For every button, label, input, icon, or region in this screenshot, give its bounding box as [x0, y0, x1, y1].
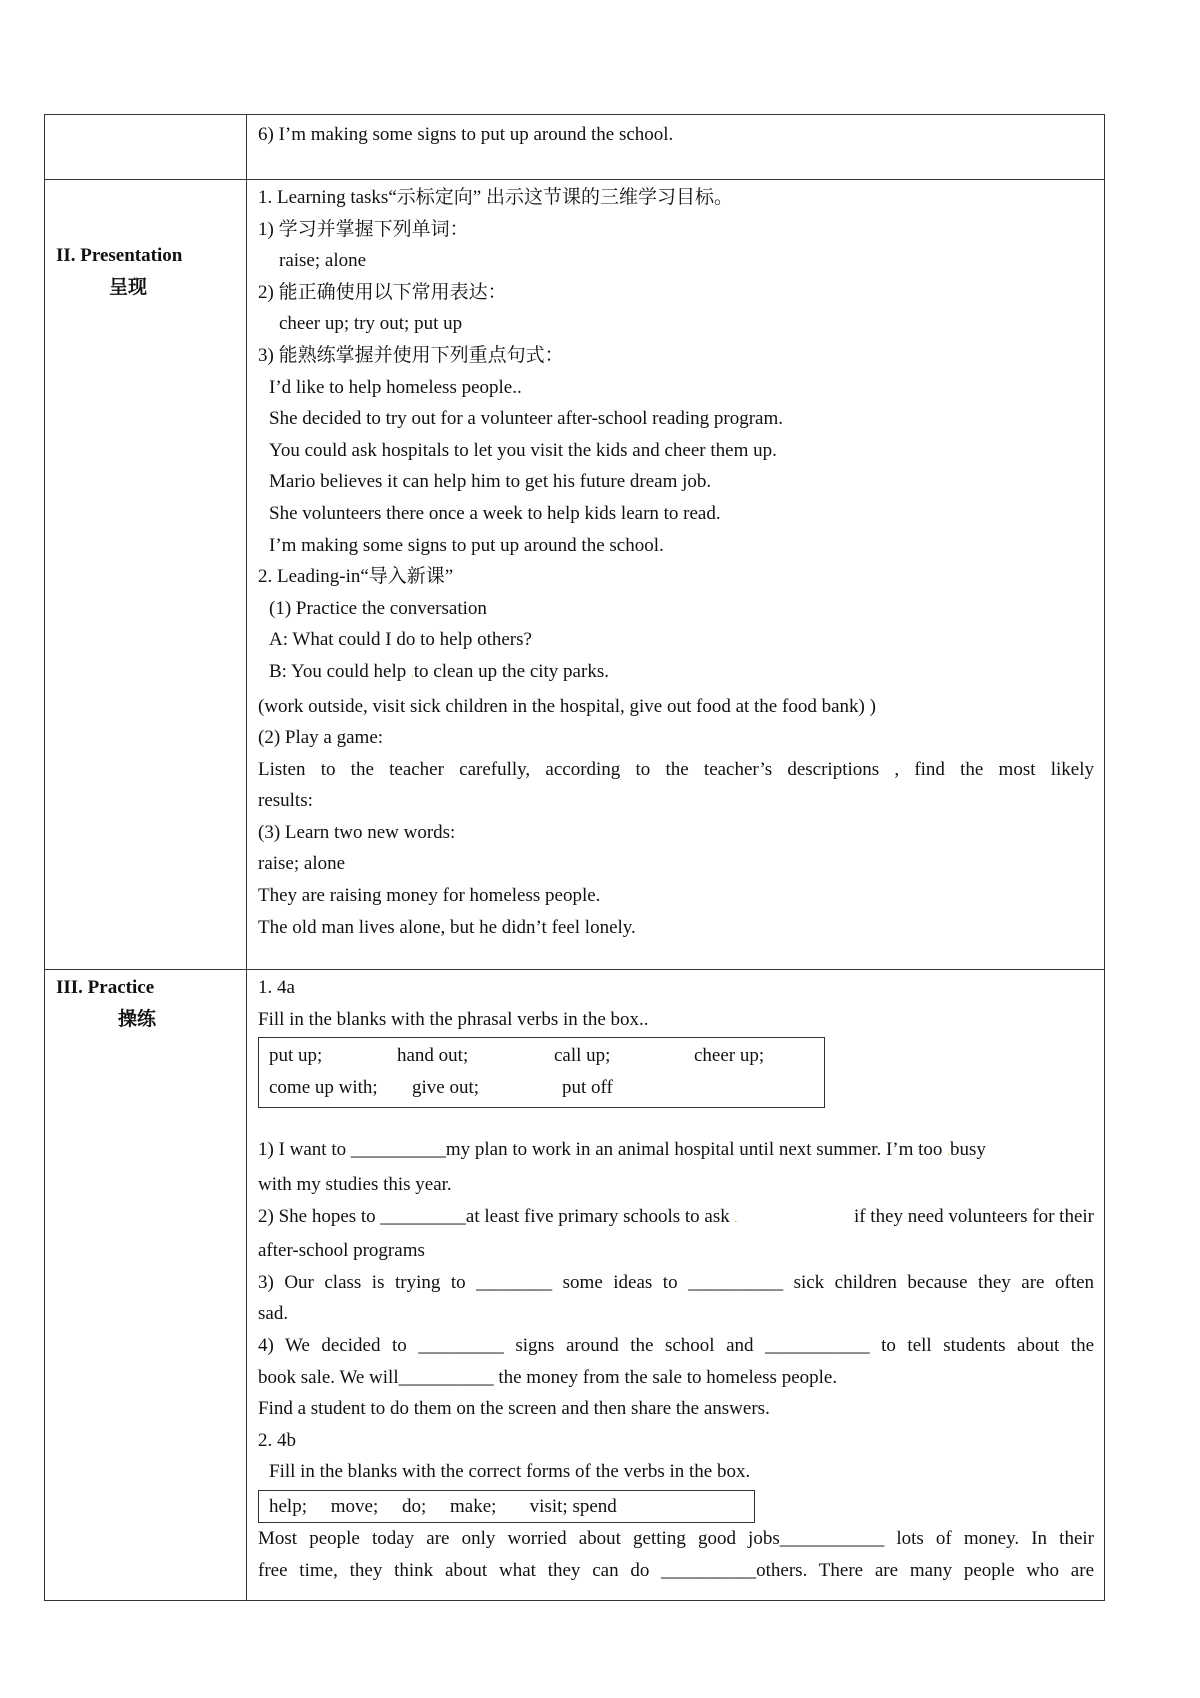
text-line: (1) Practice the conversation [269, 597, 487, 619]
text-line: (2) Play a game: [258, 727, 384, 749]
question-line: sad. [258, 1303, 289, 1325]
box-word: come up with; [269, 1076, 378, 1098]
row-label-cell [45, 115, 247, 180]
phrasal-verb-box [258, 1037, 825, 1108]
text-fragment: to clean up the city parks. [413, 660, 609, 682]
text-line: 3) 能熟练掌握并使用下列重点句式： [258, 344, 564, 366]
anchor-mark: . [734, 1212, 738, 1225]
exercise-heading: 2. 4b [258, 1429, 296, 1451]
text-line: They are raising money for homeless people. [258, 885, 601, 907]
question-line [258, 1134, 1094, 1169]
table-row [45, 115, 1105, 180]
question-line: with my studies this year. [258, 1173, 452, 1195]
passage-line: Most people today are only worried about getting good jobs___________ lots of money. In their [258, 1527, 1094, 1549]
anchor-mark: . [947, 1146, 950, 1159]
text-fragment: 2) She hopes to _________at least five primary schools to ask [258, 1205, 735, 1227]
question-line: 3) Our class is trying to ________ some ideas to __________ sick children because they are often [258, 1271, 1094, 1293]
text-fragment: if they need volunteers for their [853, 1205, 1094, 1227]
question-line [258, 1201, 1094, 1236]
text-line: 1) 学习并掌握下列单词： [258, 218, 469, 240]
objective-line: 6) I’m making some signs to put up around the school. [258, 124, 674, 145]
question-line: after-school programs [258, 1240, 425, 1262]
box-word: cheer up; [694, 1045, 765, 1067]
exercise-instruction: Fill in the blanks with the phrasal verbs in the box.. [258, 1008, 649, 1030]
box-word: put off [562, 1076, 613, 1098]
text-line [258, 656, 1094, 691]
text-line: 2) 能正确使用以下常用表达： [258, 281, 507, 303]
section-title: III. Practice [56, 977, 155, 998]
text-line: results: [258, 790, 313, 812]
section-title: II. Presentation [56, 245, 183, 266]
text-fragment: B: You could help [269, 660, 411, 682]
section-content-cell [247, 970, 1105, 1601]
exercise-instruction: Fill in the blanks with the correct forms of the verbs in the box. [269, 1461, 751, 1483]
table-row [45, 180, 1105, 970]
verb-box: help; move; do; make; visit; spend [258, 1490, 755, 1523]
text-fragment: busy [949, 1139, 986, 1161]
section-title-cn: 操练 [118, 1008, 157, 1030]
section-content-cell [247, 180, 1105, 970]
text-line: (3) Learn two new words: [258, 821, 456, 843]
section-title-cn: 呈现 [109, 276, 148, 298]
box-word: hand out; [397, 1045, 469, 1067]
box-word: put up; [269, 1045, 323, 1067]
box-word: give out; [412, 1076, 480, 1098]
instruction-line: Find a student to do them on the screen and then share the answers. [258, 1398, 770, 1420]
question-line: book sale. We will__________ the money from the sale to homeless people. [258, 1366, 838, 1388]
text-line: I’d like to help homeless people.. [269, 376, 522, 398]
text-line: A: What could I do to help others? [269, 629, 532, 651]
text-line: She volunteers there once a week to help kids learn to read. [269, 502, 721, 524]
exercise-heading: 1. 4a [258, 977, 295, 998]
text-line: 2. Leading-in“导入新课” [258, 566, 454, 588]
text-line: I’m making some signs to put up around the school. [269, 534, 664, 556]
lesson-plan-table [44, 114, 1105, 1601]
question-line: 4) We decided to _________ signs around the school and ___________ to tell students about the [258, 1334, 1094, 1356]
section-label-cell [45, 180, 247, 970]
passage-line: free time, they think about what they can do __________others. There are many people who are [258, 1559, 1094, 1581]
text-line: She decided to try out for a volunteer after-school reading program. [269, 408, 784, 430]
text-line: You could ask hospitals to let you visit the kids and cheer them up. [269, 439, 777, 461]
text-fragment: 1) I want to __________my plan to work in an animal hospital until next summer. I’m too [258, 1139, 948, 1161]
text-line: The old man lives alone, but he didn’t feel lonely. [258, 916, 636, 938]
row-content-cell [247, 115, 1105, 180]
box-word: call up; [554, 1045, 611, 1067]
table-row [45, 970, 1105, 1601]
text-line: Listen to the teacher carefully, according to the teacher’s descriptions , find the most likely [258, 758, 1094, 780]
text-line: Mario believes it can help him to get his future dream job. [269, 471, 712, 493]
anchor-mark: . [411, 667, 414, 680]
text-line: raise; alone [258, 853, 346, 875]
text-line: raise; alone [279, 250, 367, 272]
text-line: cheer up; try out; put up [279, 313, 463, 335]
text-line: (work outside, visit sick children in the hospital, give out food at the food bank) ) [258, 695, 876, 717]
section-label-cell [45, 970, 247, 1601]
text-line: 1. Learning tasks“示标定向” 出示这节课的三维学习目标。 [258, 187, 733, 208]
